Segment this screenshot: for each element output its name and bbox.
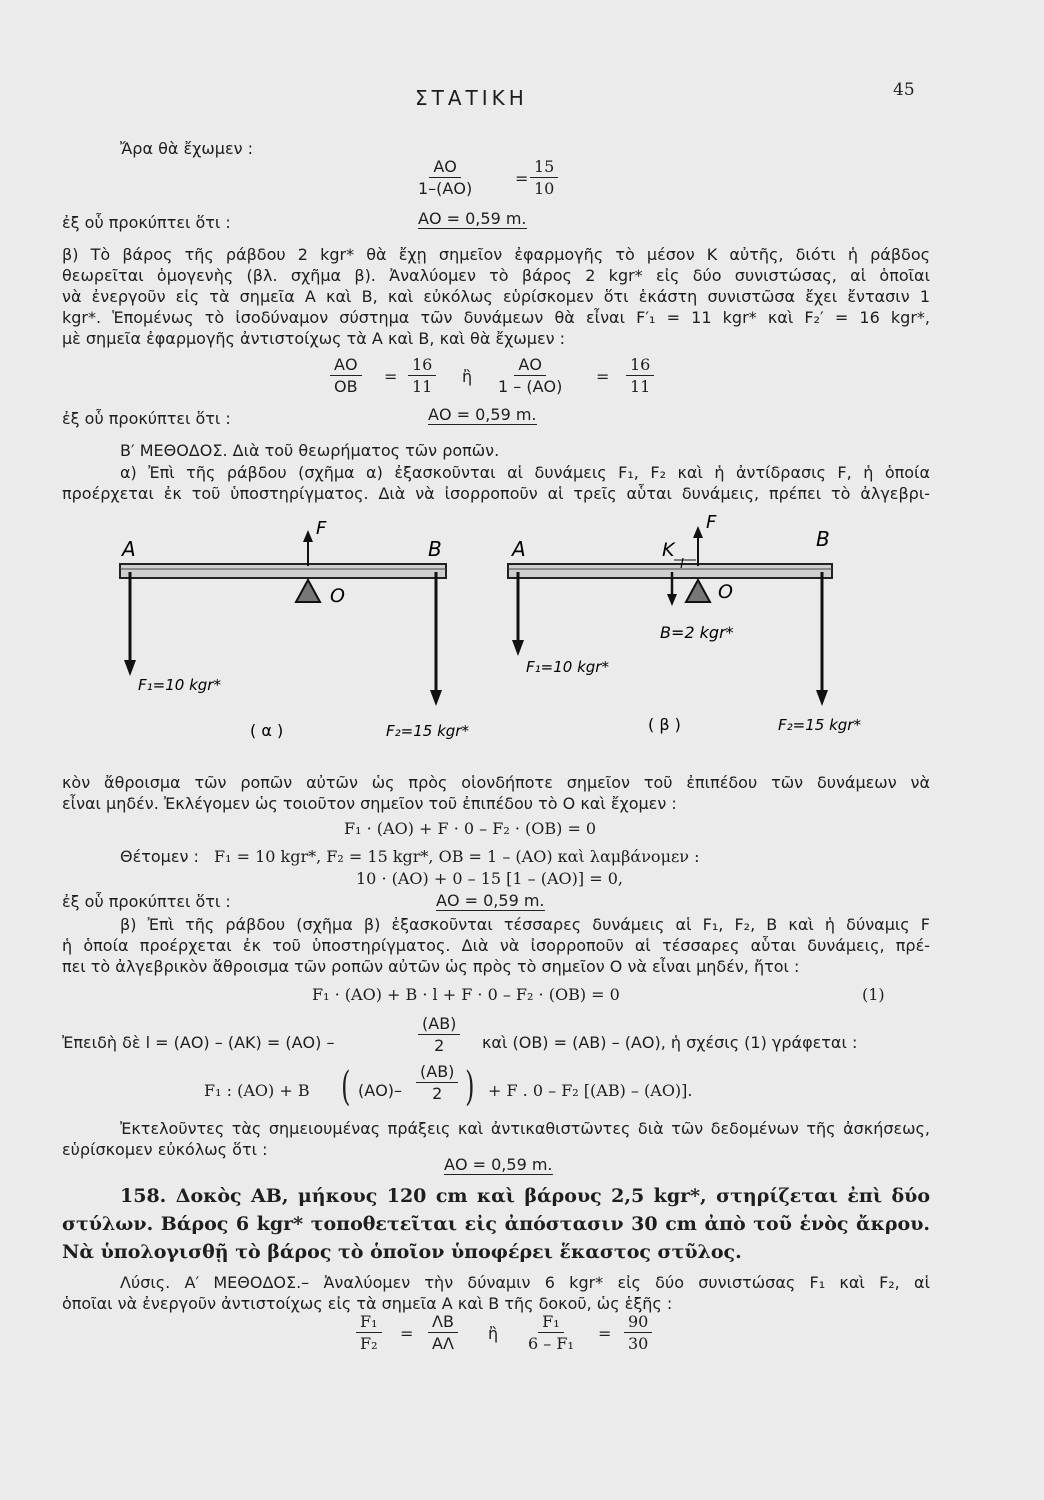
label-f1: F₁=10 kgr*	[138, 676, 221, 694]
equation-6-fraction	[416, 1062, 458, 1103]
eq1-left-fraction	[414, 157, 476, 198]
paren-left: (	[341, 1064, 351, 1110]
eq1-right-fraction	[530, 157, 558, 198]
arrowhead	[430, 690, 442, 706]
equals-sign: =	[384, 367, 398, 386]
eq7-fraction-d	[624, 1312, 652, 1353]
label-f: F	[316, 518, 327, 539]
fraction-numerator: F₁	[356, 1312, 382, 1333]
figure-a	[120, 518, 469, 740]
label-f: F	[706, 512, 717, 533]
text-line: κὸν ἄθροισμα τῶν ροπῶν αὐτῶν ὡς πρὸς οἱονδήποτε σημεῖον τοῦ ἐπιπέδου τῶν δυνάμεων νὰ	[62, 773, 930, 792]
label-k: K	[662, 539, 675, 561]
arrowhead	[512, 640, 524, 656]
equals-sign: =	[515, 169, 529, 188]
paragraph-beta	[62, 244, 930, 349]
fraction-numerator: 90	[624, 1312, 652, 1333]
fraction-numerator: 15	[530, 157, 558, 178]
epeidi-text-b: καὶ (ΟΒ) = (ΑΒ) – (ΑΟ), ἡ σχέσις (1) γράφεται :	[482, 1033, 858, 1052]
label-l: l	[680, 557, 684, 572]
text-line: εἶναι μηδέν. Ἐκλέγομεν ὡς τοιοῦτον σημεῖον τοῦ ἐπιπέδου τὸ Ο καὶ ἔχομεν :	[62, 794, 677, 813]
text-line: εὑρίσκομεν εὐκόλως ὅτι :	[62, 1140, 268, 1159]
text-line: kgr*. Ἑπομένως τὸ ἰσοδύναμον σύστημα τῶν δυνάμεων θὰ εἶναι F′₁ = 11 kgr* καὶ F₂′ = 16 kgr*,	[62, 308, 930, 327]
equation-6-paren: (ΑΟ)–	[358, 1081, 403, 1100]
fraction-denominator: 1–(ΑΟ)	[418, 179, 473, 198]
equation-5: F₁ · (ΑΟ) + Β · l + F · 0 – F₂ · (ΟΒ) = 0	[312, 985, 620, 1004]
paragraph-beta-2	[62, 914, 930, 977]
caption-a: ( α )	[250, 721, 284, 740]
text-line: θεωρεῖται ὁμογενὴς (βλ. σχῆμα β). Ἀναλύομεν τὸ βάρος 2 kgr* εἰς δύο συνιστώσας, αἱ ὁποῖαι	[62, 266, 930, 285]
text-line: νὰ ἐνεργοῦν εἰς τὰ σημεῖα Α καὶ Β, καὶ εὐκόλως εὑρίσκομεν ὅτι ἑκάστη συνιστῶσα ἔχει ἔντασιν 1	[62, 287, 930, 306]
label-f2: F₂=15 kgr*	[386, 722, 469, 740]
method-b-heading: Β′ ΜΕΘΟΔΟΣ. Διὰ τοῦ θεωρήματος τῶν ροπῶν.	[120, 441, 500, 460]
page-header-title: ΣΤΑΤΙΚΗ	[415, 86, 528, 110]
fraction-numerator: ΑΟ	[429, 157, 461, 178]
paragraph-method-b	[62, 462, 930, 504]
epeidi-fraction	[418, 1014, 460, 1055]
arrowhead	[667, 594, 677, 606]
label-weight: B=2 kgr*	[660, 623, 734, 642]
fraction-denominator: F₂	[360, 1334, 378, 1353]
ex-ou-label: ἐξ οὗ προκύπτει ὅτι :	[62, 213, 231, 232]
fraction-denominator: 2	[432, 1084, 443, 1103]
result-ao: ΑΟ = 0,59 m.	[436, 891, 545, 910]
text-line: ἡ ὁποία προέρχεται ἐκ τοῦ ὑποστηρίγματος. Διὰ νὰ ἰσορροποῦν αἱ τέσσαρες αὗται δυνάμεις, πρέ-	[62, 936, 930, 955]
fraction-numerator: (ΑΒ)	[418, 1014, 460, 1035]
text-line: α) Ἐπὶ τῆς ράβδου (σχῆμα α) ἐξασκοῦνται αἱ δυνάμεις F₁, F₂ καὶ ἡ ἀντίδρασις F, ἡ ὁποία	[120, 463, 930, 482]
text-line: μὲ σημεῖα ἐφαρμογῆς ἀντιστοίχως τὰ Α καὶ Β, καὶ θὰ ἔχωμεν :	[62, 329, 566, 348]
fraction-numerator: (ΑΒ)	[416, 1062, 458, 1083]
arrowhead	[124, 660, 136, 676]
fraction-numerator: 16	[408, 355, 436, 376]
or-word: ἢ	[488, 1324, 499, 1343]
fraction-denominator: 10	[534, 179, 555, 198]
text-line: ὁποῖαι νὰ ἐνεργοῦν ἀντιστοίχως εἰς τὰ σημεῖα Α καὶ Β τῆς δοκοῦ, ὡς ἑξῆς :	[62, 1294, 673, 1313]
fraction-numerator: ΑΟ	[514, 355, 546, 376]
label-b: B	[428, 537, 442, 561]
fraction-denominator: 11	[630, 377, 651, 396]
label-o: O	[718, 581, 733, 603]
equation-4: 10 · (ΑΟ) + 0 – 15 [1 – (ΑΟ)] = 0,	[356, 869, 623, 888]
problem-158	[62, 1182, 930, 1266]
epeidi-text-a: Ἐπειδὴ δὲ l = (ΑΟ) – (ΑΚ) = (ΑΟ) –	[62, 1033, 335, 1052]
fraction-numerator: ΑΟ	[330, 355, 362, 376]
figure-b	[508, 512, 861, 734]
paragraph-solution	[62, 1272, 930, 1314]
beam-b	[508, 564, 832, 578]
equation-6-a: F₁ : (ΑΟ) + Β	[204, 1081, 310, 1100]
equation-3: F₁ · (ΑΟ) + F · 0 – F₂ · (ΟΒ) = 0	[344, 819, 597, 838]
text-line: Ἐκτελοῦντες τὰς σημειουμένας πράξεις καὶ ἀντικαθιστῶντες διὰ τῶν δεδομένων τῆς ἀσκήσεως,	[120, 1119, 930, 1138]
fraction-denominator: 30	[628, 1334, 649, 1353]
result-ao: ΑΟ = 0,59 m.	[418, 209, 527, 228]
eq7-fraction-b	[428, 1312, 458, 1353]
label-a: A	[512, 537, 526, 561]
arrowhead	[303, 530, 313, 542]
ara-label: Ἄρα θὰ ἔχωμεν :	[120, 139, 254, 158]
paragraph-after-figure	[62, 772, 930, 814]
eq7-fraction-a	[356, 1312, 382, 1353]
text-line: β) Τὸ βάρος τῆς ράβδου 2 kgr* θὰ ἔχῃ σημεῖον ἐφαρμογῆς τὸ μέσον Κ αὐτῆς, διότι ἡ ράβδος	[62, 245, 930, 264]
fraction-numerator: 16	[626, 355, 654, 376]
eq2-fraction-c	[494, 355, 566, 396]
label-f1: F₁=10 kgr*	[526, 658, 609, 676]
label-b: B	[816, 527, 830, 551]
beam-a	[120, 564, 446, 578]
equals-sign: =	[400, 1324, 414, 1343]
fraction-numerator: F₁	[538, 1312, 564, 1333]
text-line: πει τὸ ἀλγεβρικὸν ἄθροισμα τῶν ροπῶν αὐτῶν ὡς πρὸς τὸ σημεῖον Ο νὰ εἶναι μηδέν, ἤτοι :	[62, 957, 800, 976]
fraction-denominator: 11	[412, 377, 433, 396]
equals-sign: =	[598, 1324, 612, 1343]
paragraph-final	[62, 1118, 930, 1160]
result-ao: ΑΟ = 0,59 m.	[444, 1155, 553, 1174]
page-number: 45	[893, 80, 915, 100]
caption-b: ( β )	[648, 715, 681, 734]
eq2-fraction-b	[408, 355, 436, 396]
fraction-denominator: 6 – F₁	[528, 1334, 574, 1353]
problem-line: 158. Δοκὸς ΑΒ, μήκους 120 cm καὶ βάρους 2,5 kgr*, στηρίζεται ἐπὶ δύο	[120, 1185, 930, 1207]
ex-ou-label: ἐξ οὗ προκύπτει ὅτι :	[62, 892, 231, 911]
problem-line: στύλων. Βάρος 6 kgr* τοποθετεῖται εἰς ἀπόστασιν 30 cm ἀπὸ τοῦ ἑνὸς ἄκρου.	[62, 1213, 930, 1235]
fraction-denominator: 2	[434, 1036, 445, 1055]
label-a: A	[122, 537, 136, 561]
ex-ou-label: ἐξ οὗ προκύπτει ὅτι :	[62, 409, 231, 428]
result-ao: ΑΟ = 0,59 m.	[428, 405, 537, 424]
label-f2: F₂=15 kgr*	[778, 716, 861, 734]
equation-number: (1)	[862, 985, 885, 1004]
fraction-denominator: ΑΛ	[432, 1334, 454, 1353]
support-triangle	[296, 580, 320, 602]
text-line: β) Ἐπὶ τῆς ράβδου (σχῆμα β) ἐξασκοῦνται τέσσαρες δυνάμεις αἱ F₁, F₂, Β καὶ ἡ δύναμις F	[120, 915, 930, 934]
arrowhead	[693, 526, 703, 538]
fraction-numerator: ΛΒ	[428, 1312, 458, 1333]
label-o: O	[330, 585, 345, 607]
eq2-fraction-d	[626, 355, 654, 396]
text-line: προέρχεται ἐκ τοῦ ὑποστηρίγματος. Διὰ νὰ ἰσορροποῦν αἱ τρεῖς αὗται δυνάμεις, πρέπει τὸ ἀλγεβρι-	[62, 484, 930, 503]
or-word: ἢ	[462, 367, 473, 386]
lever-figure	[0, 510, 1044, 750]
arrowhead	[816, 690, 828, 706]
equation-6-b: + F . 0 – F₂ [(ΑΒ) – (ΑΟ)].	[488, 1081, 693, 1100]
thetomen-label: Θέτομεν :	[120, 847, 199, 866]
thetomen-text: F₁ = 10 kgr*, F₂ = 15 kgr*, ΟΒ = 1 – (ΑΟ) καὶ λαμβάνομεν :	[214, 847, 700, 866]
text-line: Λύσις. Α′ ΜΕΘΟΔΟΣ.– Ἀναλύομεν τὴν δύναμιν 6 kgr* εἰς δύο συνιστώσας F₁ καὶ F₂, αἱ	[120, 1273, 930, 1292]
problem-line: Νὰ ὑπολογισθῇ τὸ βάρος τὸ ὁποῖον ὑποφέρει ἕκαστος στῦλος.	[62, 1241, 742, 1263]
eq7-fraction-c	[524, 1312, 578, 1353]
eq2-fraction-a	[330, 355, 362, 396]
fraction-denominator: 1 – (ΑΟ)	[498, 377, 563, 396]
support-triangle	[686, 580, 710, 602]
equals-sign: =	[596, 367, 610, 386]
paren-right: )	[465, 1064, 475, 1110]
fraction-denominator: ΟΒ	[334, 377, 358, 396]
